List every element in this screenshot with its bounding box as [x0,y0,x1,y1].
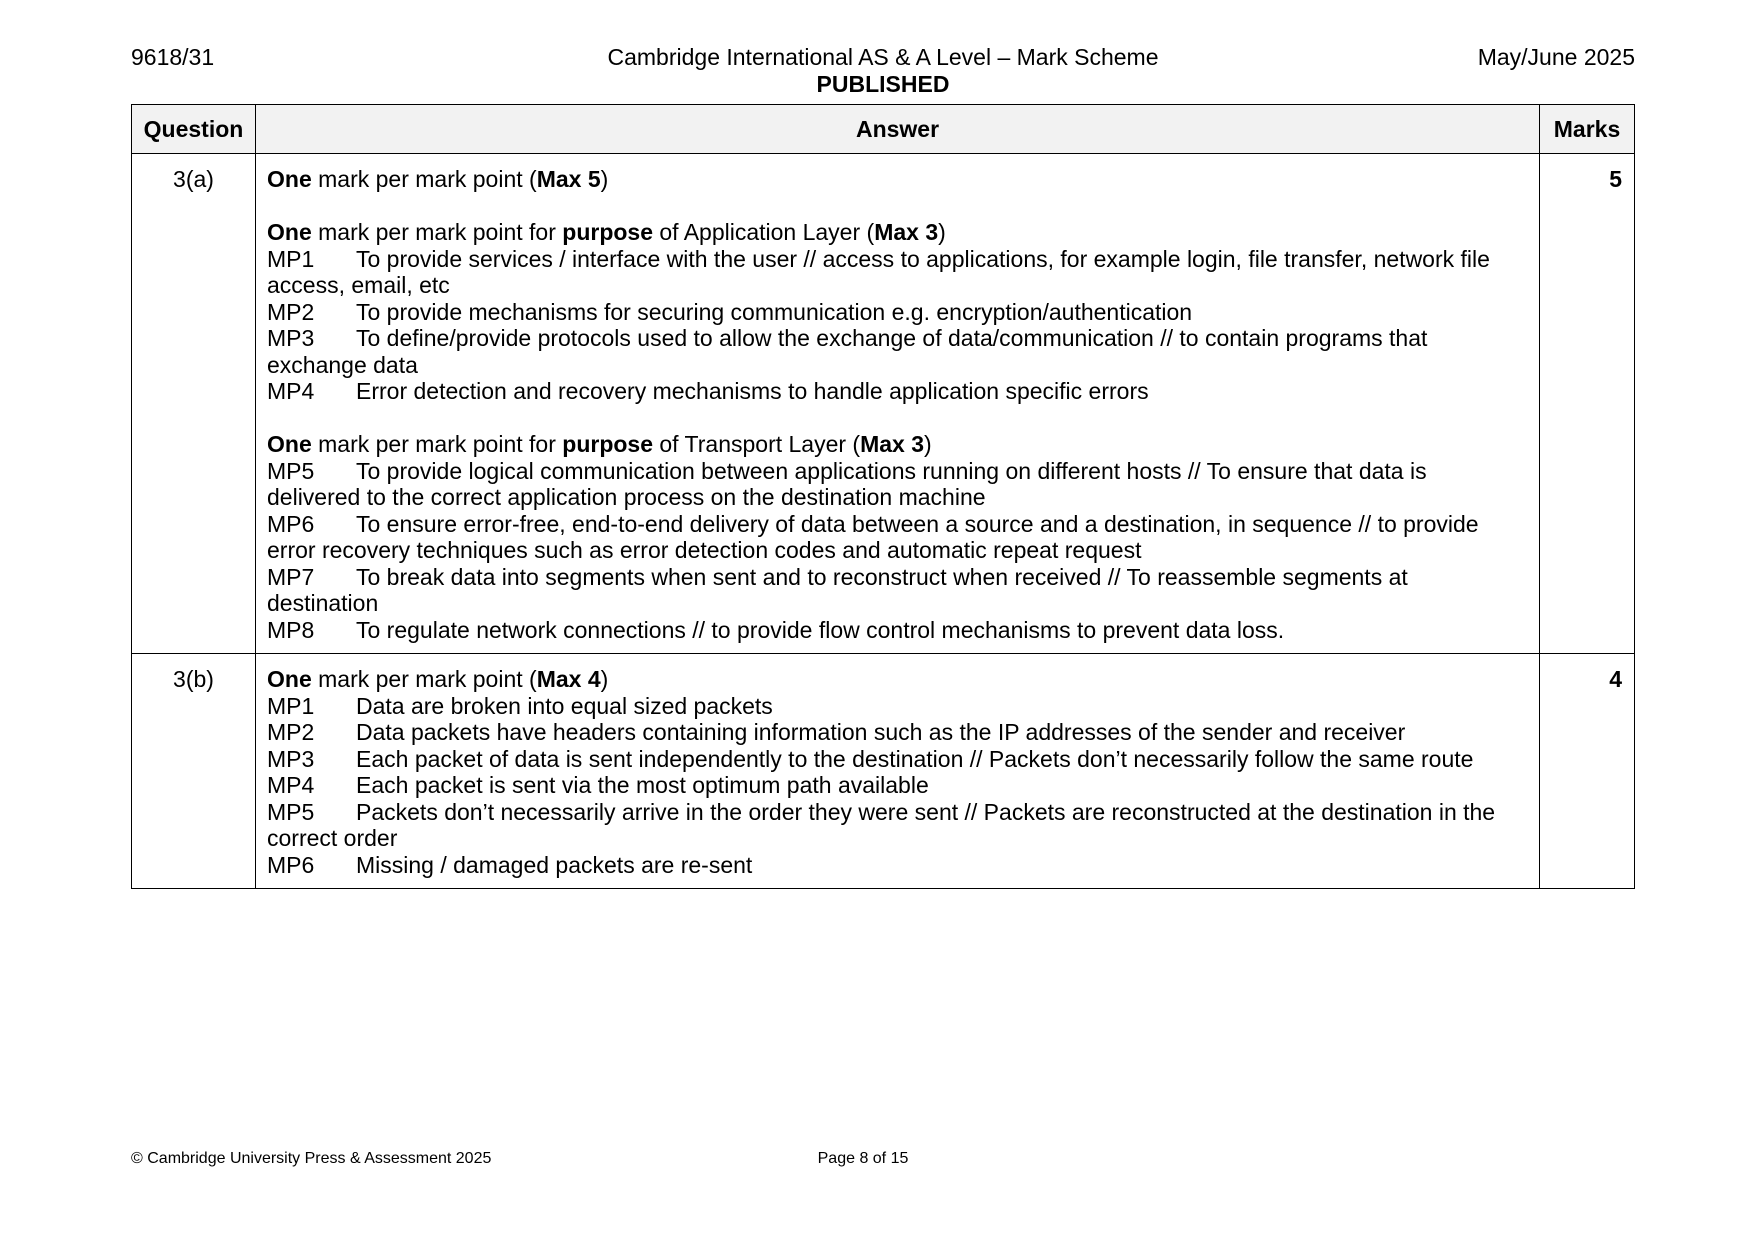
table-row [132,654,1635,889]
mark-scheme-table [131,104,1635,889]
exam-session: May/June 2025 [1477,44,1635,70]
mark-point [267,458,1521,511]
mark-point [267,852,1521,879]
answer-cell [256,654,1540,889]
mark-point [267,719,1521,746]
question-number: 3(b) [132,654,256,889]
mark-point-text: To break data into segments when sent and to reconstruct when received // To reassemble segments at destination [267,563,1408,616]
mark-point-label: MP6 [267,510,315,537]
mark-point-label: MP1 [267,245,315,272]
table-header-row [132,105,1635,154]
mark-point-text: To define/provide protocols used to allow the exchange of data/communication // to contain programs that exchange data [267,325,1428,378]
mark-point-text: To regulate network connections // to provide flow control mechanisms to prevent data loss. [356,616,1285,643]
paper-code: 9618/31 [131,44,215,70]
mark-point [267,617,1521,644]
mark-point [267,772,1521,799]
section-heading: One mark per mark point for purpose of Application Layer (Max 3) [267,219,946,245]
header-title-block [131,44,1635,98]
mark-point [267,325,1521,378]
mark-point-text: Data are broken into equal sized packets [356,692,773,719]
intro-line: One mark per mark point (Max 5) [267,166,609,192]
column-header-question: Question [132,105,256,154]
mark-point [267,378,1521,405]
document-title: Cambridge International AS & A Level – Mark Scheme [607,44,1159,70]
mark-point [267,246,1521,299]
page-number: Page 8 of 15 [817,1150,909,1167]
mark-point-label: MP1 [267,692,315,719]
mark-point-text: To provide mechanisms for securing communication e.g. encryption/authentication [356,298,1193,325]
mark-point-label: MP4 [267,772,315,798]
mark-point-text: Each packet is sent via the most optimum path available [356,772,929,798]
mark-point-label: MP5 [267,798,315,825]
page-header [131,44,1635,100]
question-number: 3(a) [132,154,256,654]
mark-point-label: MP6 [267,851,315,878]
mark-point-text: To provide logical communication between applications running on different hosts // To ensure that data is delivered to the correct application process on the destination machine [267,457,1427,510]
marks-value: 4 [1540,654,1635,889]
mark-point-text: Missing / damaged packets are re-sent [356,851,753,878]
published-label: PUBLISHED [816,71,950,97]
table-row [132,154,1635,654]
mark-point-label: MP7 [267,563,315,590]
answer-cell [256,154,1540,654]
section-heading: One mark per mark point for purpose of Transport Layer (Max 3) [267,431,932,457]
mark-point-text: Each packet of data is sent independently to the destination // Packets don’t necessarily follow the same route [356,745,1474,772]
mark-point-label: MP4 [267,378,315,404]
mark-point-text: To provide services / interface with the user // access to applications, for example login, file transfer, network file access, email, etc [267,245,1490,298]
mark-point [267,564,1521,617]
mark-point-text: Error detection and recovery mechanisms to handle application specific errors [356,378,1149,404]
mark-point-label: MP5 [267,457,315,484]
mark-point-label: MP2 [267,298,315,325]
mark-point [267,299,1521,326]
mark-point [267,511,1521,564]
mark-point [267,693,1521,720]
copyright-notice: © Cambridge University Press & Assessment 2025 [131,1150,492,1167]
mark-point-text: Packets don’t necessarily arrive in the order they were sent // Packets are reconstructed at the destination in the correct order [267,798,1496,851]
marks-value: 5 [1540,154,1635,654]
column-header-marks: Marks [1540,105,1635,154]
mark-point-label: MP8 [267,616,315,643]
mark-point-label: MP2 [267,719,315,745]
column-header-answer: Answer [256,105,1540,154]
mark-point [267,746,1521,773]
mark-point-text: Data packets have headers containing information such as the IP addresses of the sender and receiver [356,719,1406,745]
mark-point-label: MP3 [267,745,315,772]
intro-line: One mark per mark point (Max 4) [267,666,609,692]
mark-point [267,799,1521,852]
mark-point-text: To ensure error-free, end-to-end delivery of data between a source and a destination, in sequence // to provide error recovery techniques such as error detection codes and automatic repeat request [267,510,1479,563]
mark-point-label: MP3 [267,325,315,351]
